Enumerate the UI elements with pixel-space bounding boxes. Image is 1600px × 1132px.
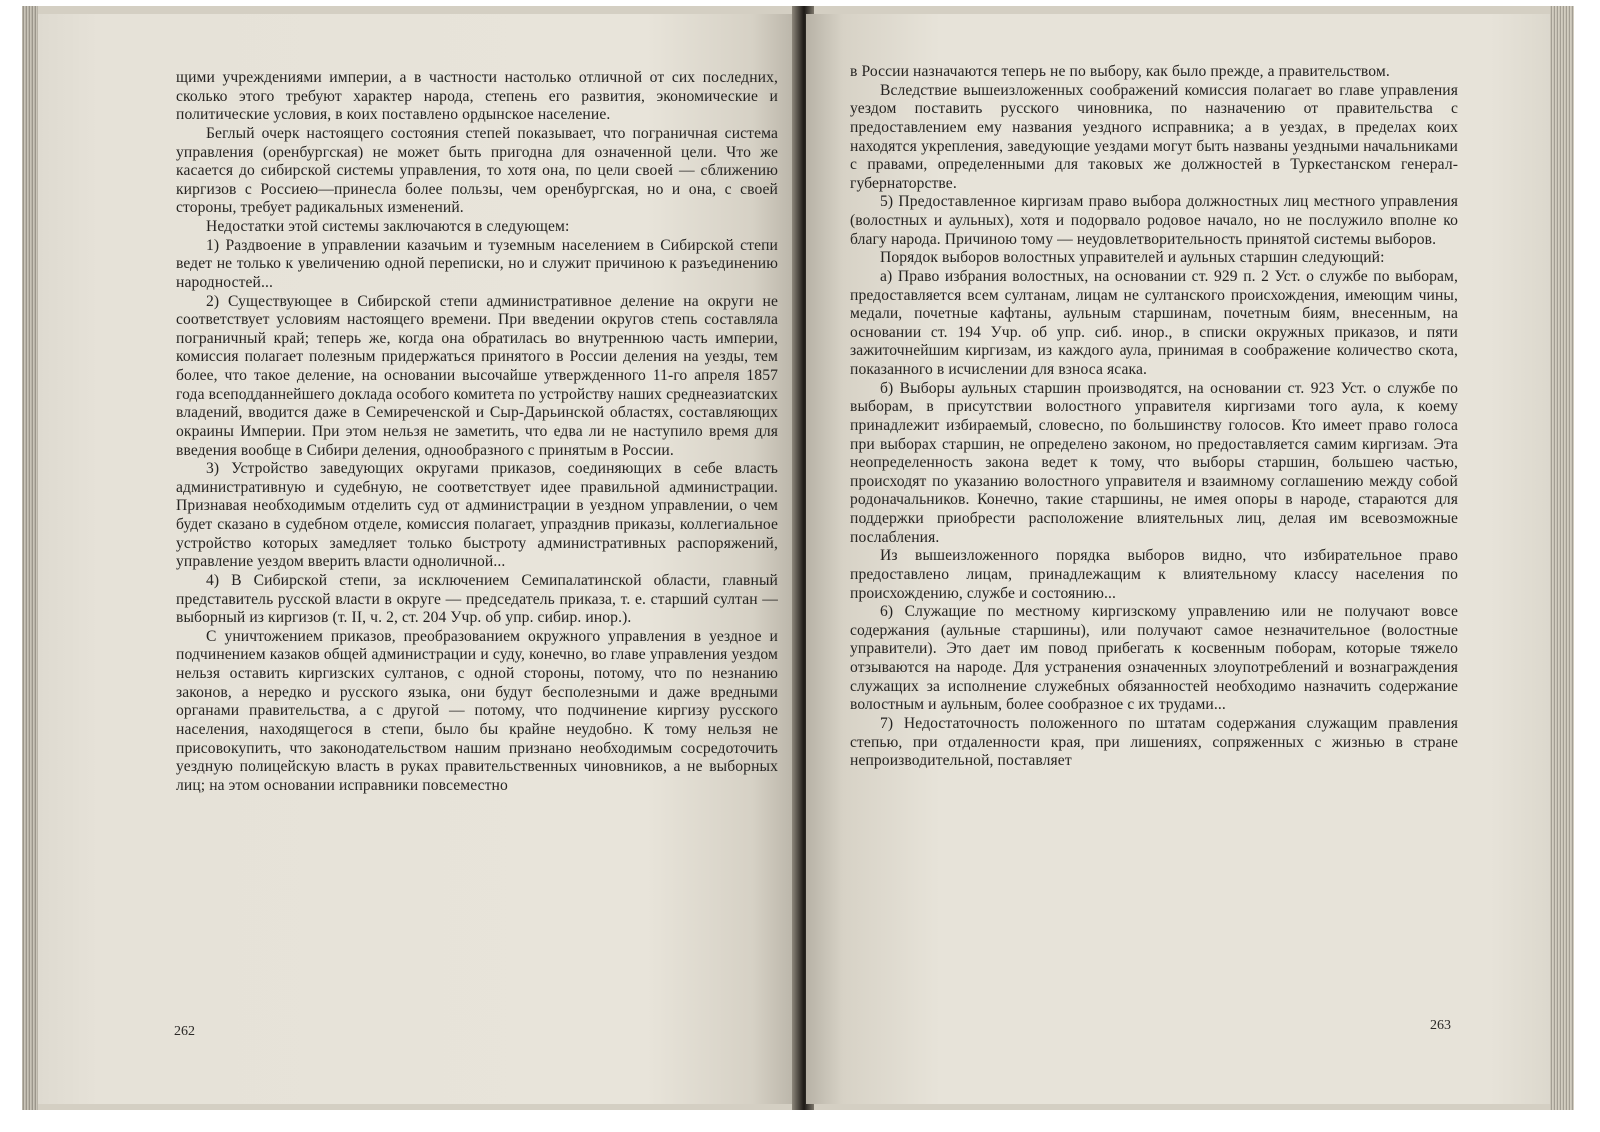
- paragraph: б) Выборы аульных старшин производятся, на основании ст. 923 Уст. о службе по выборам, в присутствии волостного управителя киргизами того аула, к коему принадлежит избираемый, словесно, по большинству голосов. Кто имеет право голоса при выборах старшин, не определено законом, но предоставляется самим киргизам. Эта неопределенность закона ведет к тому, что выборы старшин, большею частью, происходят по указанию волостного управителя и взаимному соглашению между собой родоначальников. Конечно, такие старшины, не имея опоры в народе, стараются для поддержки приобрести расположение влиятельных лиц, делая им всевозможные послабления.: [850, 379, 1458, 546]
- paragraph: Недостатки этой системы заключаются в следующем:: [206, 218, 570, 235]
- paragraph: Вследствие вышеизложенных соображений комиссия полагает во главе управления уездом поставить русского чиновника, по назначению от правительства с предоставлением ему названия уездного исправника; а в уездах, в пределах коих находятся укрепления, заведующие уездами могут быть названы уездными начальниками с правами, определенными для таковых же должностей в Туркестанском генерал-губернаторстве.: [850, 81, 1458, 192]
- paragraph: 2) Существующее в Сибирской степи административное деление на округи не соответствует условиям настоящего времени. При введении округов степь составляла пограничный край; теперь же, когда она обратилась во внутреннюю часть империи, комиссия полагает полезным придержаться принятого в России деления на уезды, тем более, что такое деление, на основании высочайше утвержденного 11-го апреля 1857 года всеподданнейшего доклада особого комитета по устройству наших среднеазиатских владений, вводится даже в Семиреченской и Сыр-Дарьинской областях, составляющих окраины Империи. При этом нельзя не заметить, что едва ли не наступило время для введения вообще в Сибири деления, однообразного с принятым в России.: [176, 292, 778, 459]
- open-book: [22, 6, 1574, 1110]
- page-number-right: 263: [1430, 1018, 1451, 1033]
- paragraph: а) Право избрания волостных, на основании ст. 929 п. 2 Уст. о службе по выборам, предоставляется всем султанам, лицам не султанского происхождения, имеющим чины, медали, почетные кафтаны, аульным старшинам, почетным биям, внесенным, на основании ст. 194 Учр. об упр. сиб. инор., в списки окружных приказов, и пяти зажиточнейшим киргизам, из каждого аула, принимая в соображение количество скота, показанного в исчислении для взноса ясака.: [850, 267, 1458, 378]
- paragraph: 3) Устройство заведующих округами приказов, соединяющих в себе власть административную и судебную, не соответствует идее правильной администрации. Признавая необходимым отделить суд от администрации в уездном управлении, о чем будет сказано в судебном отделе, комиссия полагает, упразднив приказы, коллегиальное устройство которых замедляет только быстроту административных распоряжений, управление уездом вверить власти одноличной...: [176, 460, 778, 571]
- left-page: [38, 14, 798, 1104]
- paragraph: 7) Недостаточность положенного по штатам содержания служащим правления степью, при отдаленности края, при лишениях, сопряженных с жизнью в стране непроизводительной, поставляет: [850, 714, 1458, 770]
- paragraph: 6) Служащие по местному киргизскому управлению или не получают вовсе содержания (аульные старшины), или получают самое незначительное (волостные управители). Это дает им повод прибегать к косвенным поборам, которые тяжело отзываются на народе. Для устранения означенных злоупотреблений и вознаграждения служащих за исполнение служебных обязанностей необходимо назначить содержание волостным и аульным, более сообразное с их трудами...: [850, 603, 1458, 714]
- paragraph: С уничтожением приказов, преобразованием окружного управления в уездное и подчинением казаков общей администрации и суду, конечно, во главе управления уездом нельзя оставить киргизских султанов, с одной стороны, потому, что по незнанию законов, а нередко и русского языка, они будут бесполезными и даже вредными органами правительства, а с другой — потому, что подчинение киргизу русского населения, находящегося в степи, было бы крайне неудобно. К тому нельзя не присовокупить, что законодательством нашим признано необходимым сосредоточить уездную полицейскую власть в руках правительственных чиновников, а не выборных лиц; на этом основании исправники повсеместно: [176, 627, 778, 794]
- paragraph: Порядок выборов волостных управителей и аульных старшин следующий:: [880, 249, 1385, 267]
- paragraph: Из вышеизложенного порядка выборов видно, что избирательное право предоставлено лицам, принадлежащим к влиятельному классу населения по происхождению, службе и состоянию...: [850, 547, 1458, 602]
- right-page: [806, 14, 1550, 1104]
- paragraph: щими учреждениями империи, а в частности настолько отличной от сих последних, сколько этого требуют характер народа, степень его развития, экономические и политические условия, в коих поставлено ордынское население.: [176, 69, 778, 124]
- paragraph: 4) В Сибирской степи, за исключением Семипалатинской области, главный представитель русской власти в округе — председатель приказа, т. е. старший султан — выборный из киргизов (т. II, ч. 2, ст. 204 Учр. об упр. сибир. инор.).: [176, 571, 778, 627]
- page-edges-right: [1550, 6, 1574, 1110]
- page-number-left: 262: [174, 1024, 195, 1039]
- paragraph: в России назначаются теперь не по выбору, как было прежде, а правительством.: [850, 63, 1390, 80]
- left-page-text: [176, 69, 778, 795]
- paragraph: 5) Предоставленное киргизам право выбора должностных лиц местного управления (волостных и аульных), хотя и подорвало родовое начало, но не послужило вполне ко благу народа. Причиною тому — неудовлетворительность принятой системы выборов.: [850, 193, 1458, 248]
- paragraph: 1) Раздвоение в управлении казачьим и туземным населением в Сибирской степи ведет не только к увеличению одной переписки, но и служит причиною к разъединению народностей...: [176, 236, 778, 291]
- paragraph: Беглый очерк настоящего состояния степей показывает, что пограничная система управления (оренбургская) не может быть пригодна для означенной цели. Что же касается до сибирской системы управления, то хотя она, по цели своей — сближению киргизов с Россиею—принесла более пользы, чем оренбургская, но и она, с своей стороны, требует радикальных изменений.: [176, 124, 778, 217]
- right-page-text: [850, 63, 1458, 771]
- page-edges-left: [22, 6, 38, 1110]
